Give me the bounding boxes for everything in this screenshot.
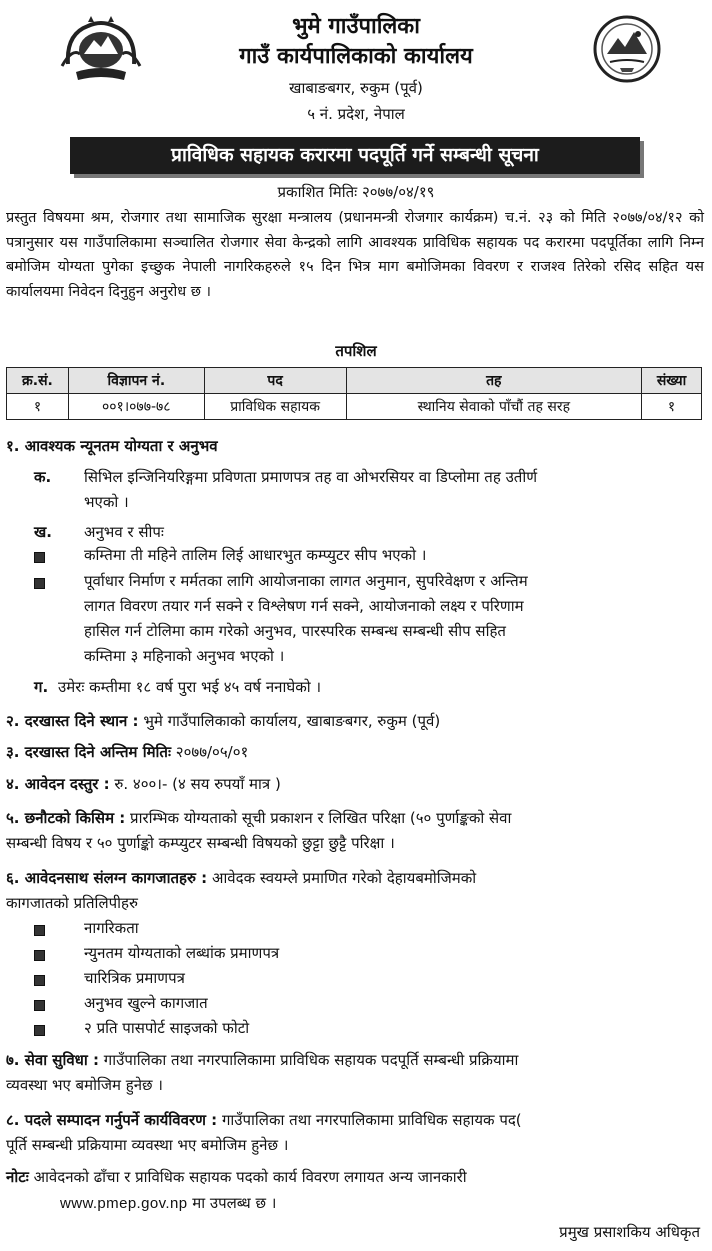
section-1-title: १. आवश्यक न्यूनतम योग्यता र अनुभव bbox=[6, 437, 218, 455]
section-6-line1 bbox=[6, 868, 476, 888]
section-5-text-2: सम्बन्धी विषय र ५० पुर्णाङ्को कम्प्युटर सम्बन्धी विषयको छुट्टा छुट्टै परिक्षा । bbox=[6, 834, 395, 852]
col-header-ad-no: विज्ञापन नं. bbox=[68, 368, 204, 394]
section-7-label: ७. सेवा सुविधा : bbox=[6, 1051, 100, 1069]
cell-level: स्थानिय सेवाको पाँचौं तह सरह bbox=[346, 394, 642, 420]
signature-title: प्रमुख प्रसाशकिय अधिकृत bbox=[559, 1223, 700, 1241]
table-header-row bbox=[7, 368, 702, 394]
section-4-text: रु. ४००।- (४ सय रुपयाँ मात्र ) bbox=[114, 775, 281, 793]
cell-count: १ bbox=[642, 394, 702, 420]
note-text-2: मा उपलब्ध छ । bbox=[192, 1194, 277, 1212]
cell-ad-no: ००१।०७७-७८ bbox=[68, 394, 204, 420]
table-row bbox=[7, 394, 702, 420]
vacancy-table bbox=[6, 367, 702, 420]
note-line1 bbox=[6, 1167, 467, 1187]
item-ga-label: ग. bbox=[34, 678, 49, 696]
intro-paragraph: प्रस्तुत विषयमा श्रम, रोजगार तथा सामाजिक सुरक्षा मन्त्रालय (प्रधानमन्त्री रोजगार कार्यक्रम) च.नं. २३ को मिति २०७७/०४/१२ को पत्रानुसार यस गाउँपालिकामा सञ्चालित रोजगार सेवा केन्द्रको लागि आवश्यक प्राविधिक सहायक पद करारमा पदपूर्तिका लागि निम्न बमोजिम योग्यता पुगेका इच्छुक नेपाली नागरिकहरुले १५ दिन भित्र माग बमोजिमका विवरण र राजश्व तिरेको रसिद सहित यस कार्यालयमा निवेदन दिनुहुन अनुरोध छ । bbox=[6, 210, 704, 300]
section-2-text: भुमे गाउँपालिकाको कार्यालय, खाबाङबगर, रुकुम (पूर्व) bbox=[143, 712, 441, 730]
item-ka-line2: भएको । bbox=[84, 493, 129, 511]
square-bullet-icon bbox=[34, 1000, 45, 1011]
section-7-text-2: व्यवस्था भए बमोजिम हुनेछ । bbox=[6, 1076, 163, 1094]
skill-bullet-2-line4: कम्तिमा ३ महिनाको अनुभव भएको । bbox=[84, 647, 285, 665]
skill-bullet-2-line3: हासिल गर्न टोलिमा काम गरेको अनुभव, पारस्परिक सम्बन्ध सम्बन्धी सीप सहित bbox=[84, 622, 506, 640]
section-3-label: ३. दरखास्त दिने अन्तिम मितिः bbox=[6, 743, 172, 761]
section-3-text: २०७७/०५/०१ bbox=[175, 743, 249, 761]
office-name: गाउँ कार्यपालिकाको कार्यालय bbox=[239, 44, 473, 69]
website-link[interactable]: www.pmep.gov.np bbox=[60, 1195, 188, 1212]
section-6-text-2: कागजातको प्रतिलिपीहरु bbox=[6, 894, 138, 912]
province-line: ५ नं. प्रदेश, नेपाल bbox=[307, 105, 405, 123]
item-ga-text: उमेरः कम्तीमा १८ वर्ष पुरा भई ४५ वर्ष ननाघेको । bbox=[58, 678, 322, 696]
document-item: न्युनतम योग्यताको लब्धांक प्रमाणपत्र bbox=[84, 944, 280, 962]
square-bullet-icon bbox=[34, 950, 45, 961]
note-line2 bbox=[60, 1193, 276, 1213]
section-6-label: ६. आवेदनसाथ संलग्न कागजातहरु : bbox=[6, 869, 208, 887]
notice-title: प्राविधिक सहायक करारमा पदपूर्ति गर्ने सम्बन्धी सूचना bbox=[70, 137, 640, 174]
section-2 bbox=[6, 711, 440, 731]
municipality-name: भुमे गाउँपालिका bbox=[292, 14, 420, 39]
section-8-label: ८. पदले सम्पादन गर्नुपर्ने कार्यविवरण : bbox=[6, 1111, 218, 1129]
square-bullet-icon bbox=[34, 925, 45, 936]
square-bullet-icon bbox=[34, 578, 45, 589]
section-8-text-1: गाउँपालिका तथा नगरपालिकामा प्राविधिक सहायक पद( bbox=[221, 1111, 522, 1129]
section-4-label: ४. आवेदन दस्तुर : bbox=[6, 775, 110, 793]
section-5-text-1: प्रारम्भिक योग्यताको सूची प्रकाशन र लिखित परिक्षा (५० पुर्णाङ्कको सेवा bbox=[130, 809, 512, 827]
skill-bullet-1: कम्तिमा ती महिने तालिम लिई आधारभुत कम्प्युटर सीप भएको । bbox=[84, 546, 427, 564]
cell-post: प्राविधिक सहायक bbox=[204, 394, 346, 420]
section-4 bbox=[6, 774, 281, 794]
col-header-post: पद bbox=[204, 368, 346, 394]
item-ka-label: क. bbox=[34, 468, 52, 486]
section-5-line1 bbox=[6, 808, 511, 828]
cell-sn: १ bbox=[7, 394, 69, 420]
col-header-level: तह bbox=[346, 368, 642, 394]
note-label: नोटः bbox=[6, 1168, 29, 1186]
section-8-text-2: पूर्ति सम्बन्धी प्रक्रियामा व्यवस्था भए बमोजिम हुनेछ । bbox=[6, 1136, 289, 1154]
office-address: खाबाङबगर, रुकुम (पूर्व) bbox=[289, 79, 423, 97]
col-header-count: संख्या bbox=[642, 368, 702, 394]
section-3 bbox=[6, 742, 248, 762]
item-kha-text: अनुभव र सीपः bbox=[84, 523, 164, 541]
col-header-sn: क्र.सं. bbox=[7, 368, 69, 394]
document-item: २ प्रति पासपोर्ट साइजको फोटो bbox=[84, 1019, 250, 1037]
document-item: अनुभव खुल्ने कागजात bbox=[84, 994, 208, 1012]
section-6-text-1: आवेदक स्वयम्ले प्रमाणित गरेको देहायबमोजिमको bbox=[211, 869, 477, 887]
skill-bullet-2-line1: पूर्वाधार निर्माण र मर्मतका लागि आयोजनाका लागत अनुमान, सुपरिवेक्षण र अन्तिम bbox=[84, 572, 528, 590]
skill-bullet-2-line2: लागत विवरण तयार गर्न सक्ने र विश्लेषण गर्न सक्ने, आयोजनाको लक्ष्य र परिणाम bbox=[84, 597, 524, 615]
square-bullet-icon bbox=[34, 975, 45, 986]
section-8-line1 bbox=[6, 1110, 522, 1130]
section-7-line1 bbox=[6, 1050, 518, 1070]
section-5-label: ५. छनौटको किसिम : bbox=[6, 809, 126, 827]
published-date: प्रकाशित मितिः २०७७/०४/१९ bbox=[277, 183, 435, 201]
section-2-label: २. दरखास्त दिने स्थान : bbox=[6, 712, 139, 730]
table-heading: तपशिल bbox=[335, 342, 377, 360]
note-text-1: आवेदनको ढाँचा र प्राविधिक सहायक पदको कार्य विवरण लगायत अन्य जानकारी bbox=[33, 1168, 467, 1186]
square-bullet-icon bbox=[34, 552, 45, 563]
square-bullet-icon bbox=[34, 1025, 45, 1036]
section-7-text-1: गाउँपालिका तथा नगरपालिकामा प्राविधिक सहायक पदपूर्ति सम्बन्धी प्रक्रियामा bbox=[103, 1051, 519, 1069]
item-ka-line1: सिभिल इन्जिनियरिङ्गमा प्रविणता प्रमाणपत्र तह वा ओभरसियर वा डिप्लोमा तह उतीर्ण bbox=[84, 468, 538, 486]
document-item: चारित्रिक प्रमाणपत्र bbox=[84, 969, 185, 987]
document-item: नागरिकता bbox=[84, 919, 139, 937]
item-kha-label: ख. bbox=[34, 523, 52, 541]
